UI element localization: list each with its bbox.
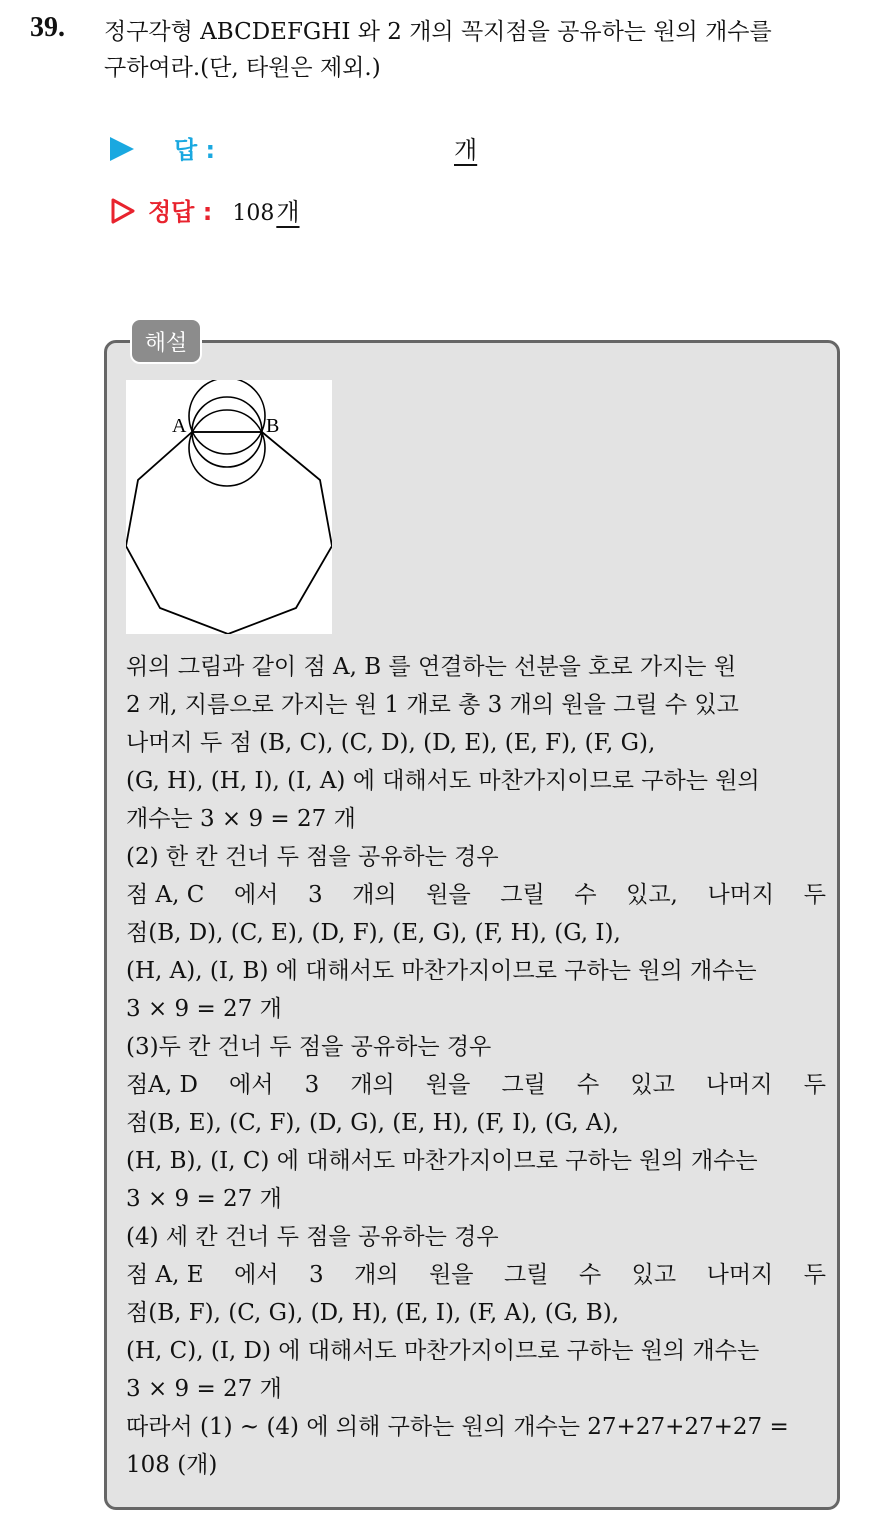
explanation-word: 개의 [350,1072,395,1098]
nonagon-shape [126,432,332,634]
explanation-word: 그릴 [500,882,545,908]
explanation-word: 원을 [426,882,471,908]
explanation-word: 두 [803,1262,826,1288]
explanation-word: 나머지 [706,1262,774,1288]
explanation-word: 수 [577,1072,600,1098]
correct-answer-label: 정답 : [148,198,213,226]
question-number: 39. [30,12,65,43]
circle-lower [189,410,265,486]
explanation-word: 개의 [354,1262,399,1288]
explanation-text [126,648,826,1484]
circle-upper [189,380,265,454]
explanation-word: 두 [803,882,826,908]
explanation-word: 수 [574,882,597,908]
explanation-line: 개수는 3 × 9 = 27 개 [126,806,356,832]
explanation-word: 점 A, C [126,882,205,908]
explanation-line: 점(B, F), (C, G), (D, H), (E, I), (F, A), (G, B), [126,1300,620,1326]
answer-blank-row [110,130,215,165]
explanation-line: 3 × 9 = 27 개 [126,1376,282,1402]
explanation-word: 나머지 [707,882,775,908]
explanation-line [126,1066,826,1104]
explanation-line: 점(B, D), (C, E), (D, F), (E, G), (F, H), (G, I), [126,920,621,946]
question-text [104,14,864,86]
label-a: A [172,415,187,437]
explanation-line: 3 × 9 = 27 개 [126,996,282,1022]
explanation-line: 3 × 9 = 27 개 [126,1186,282,1212]
explanation-word: 3 [307,882,323,908]
explanation-line: (H, B), (I, C) 에 대해서도 마찬가지이므로 구하는 원의 개수는 [126,1148,758,1174]
question-line-1: 정구각형 ABCDEFGHI 와 2 개의 꼭지점을 공유하는 원의 개수를 [104,19,772,45]
explanation-word: 원을 [425,1072,471,1098]
explanation-word: 수 [578,1262,602,1288]
explanation-line: (G, H), (H, I), (I, A) 에 대해서도 마찬가지이므로 구하는 원의 [126,768,760,794]
explanation-line: 2 개, 지름으로 가지는 원 1 개로 총 3 개의 원을 그릴 수 있고 [126,692,739,718]
nonagon-figure [126,380,332,634]
label-b: B [266,415,280,437]
explanation-tag: 해설 [130,318,202,364]
answer-label: 답 : [174,136,216,164]
correct-answer-row [110,192,300,227]
explanation-line: (2) 한 칸 건너 두 점을 공유하는 경우 [126,844,499,870]
explanation-line: (3)두 칸 건너 두 점을 공유하는 경우 [126,1034,492,1060]
explanation-word: 에서 [229,1072,274,1098]
explanation-line: 따라서 (1) ~ (4) 에 의해 구하는 원의 개수는 27+27+27+27 = [126,1414,789,1440]
explanation-word: 에서 [234,1262,279,1288]
explanation-line: 나머지 두 점 (B, C), (C, D), (D, E), (E, F), (F, G), [126,730,656,756]
outline-triangle-icon [110,198,136,224]
explanation-word: 그릴 [501,1072,546,1098]
explanation-line: 점(B, E), (C, F), (D, G), (E, H), (F, I), (G, A), [126,1110,619,1136]
explanation-line: 108 (개) [126,1452,218,1478]
explanation-line: (H, A), (I, B) 에 대해서도 마찬가지이므로 구하는 원의 개수는 [126,958,757,984]
explanation-word: 그릴 [504,1262,549,1288]
explanation-word: 3 [304,1072,320,1098]
explanation-line [126,1256,826,1294]
explanation-word: 나머지 [705,1072,773,1098]
explanation-word: 에서 [233,882,279,908]
explanation-word: 있고 [630,1072,675,1098]
explanation-line [126,876,826,914]
explanation-line: 위의 그림과 같이 점 A, B 를 연결하는 선분을 호로 가지는 원 [126,654,737,680]
explanation-word: 점A, D [126,1072,198,1098]
explanation-word: 3 [309,1262,324,1288]
explanation-line: (H, C), (I, D) 에 대해서도 마찬가지이므로 구하는 원의 개수는 [126,1338,760,1364]
explanation-word: 원을 [429,1262,474,1288]
explanation-word: 있고 [631,1262,677,1288]
explanation-word: 있고, [626,882,678,908]
correct-answer-value: 108 [232,201,275,226]
explanation-word: 점 A, E [126,1262,204,1288]
explanation-line: (4) 세 칸 건너 두 점을 공유하는 경우 [126,1224,499,1250]
explanation-word: 개의 [352,882,397,908]
explanation-word: 두 [803,1072,826,1098]
answer-blank-unit: 개 [454,136,478,164]
nonagon-circles-diagram [126,380,332,634]
play-triangle-icon [110,137,134,161]
correct-answer-unit: 개 [276,198,300,226]
question-line-2: 구하여라.(단, 타원은 제외.) [104,55,381,81]
